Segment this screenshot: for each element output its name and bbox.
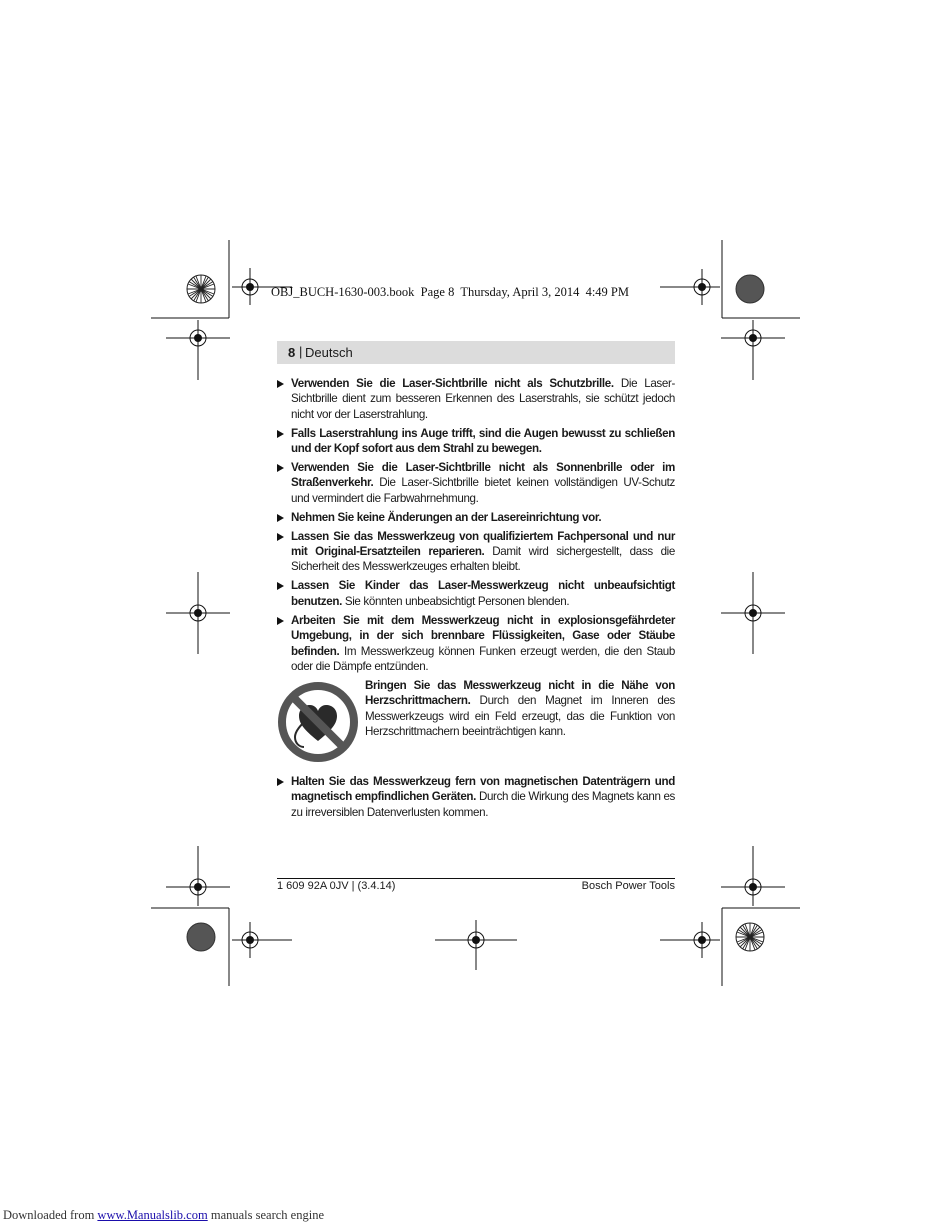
pacemaker-warning [277,678,675,768]
item-bold: Verwenden Sie die Laser-Sichtbrille nicht als Sonnenbrille oder im Straßenverkehr. [291,461,675,490]
item-text: Durch die Wirkung des Magnets kann es zu irreversiblen Datenverlusten kommen. [291,790,675,819]
download-suffix: manuals search engine [207,1208,324,1222]
page-number: 8 [288,345,296,360]
section-language: Deutsch [305,345,353,360]
item-bold: Verwenden Sie die Laser-Sichtbrille nicht als Schutzbrille. [291,377,614,390]
download-notice [3,1208,324,1223]
item-bold: Nehmen Sie keine Änderungen an der Lasereinrichtung vor. [291,510,602,524]
bullet-arrow-icon [277,617,284,625]
bullet-arrow-icon [277,380,284,388]
page-header-bar [277,341,675,364]
list-item [277,426,675,457]
item-bold: Falls Laserstrahlung ins Auge trifft, sind die Augen bewusst zu schließen und der Kopf sofort aus dem Strahl zu bewegen. [291,426,675,456]
no-pacemaker-icon [277,681,359,763]
list-item [277,510,675,525]
list-item [277,376,675,422]
list-item [277,774,675,820]
pacemaker-text [365,678,675,740]
footer-rule [277,878,675,879]
header-separator: | [299,344,303,359]
pacemaker-body: Durch den Magnet im Inneren des Messwerkzeugs wird ein Feld erzeugt, das die Funktion von Herzschrittmachern beeinträchtigen kann. [365,694,675,739]
item-bold: Arbeiten Sie mit dem Messwerkzeug nicht in explosionsgefährdeter Umgebung, in der sich brennbare Flüssigkeiten, Gase oder Stäube befinden. [291,613,675,658]
item-text: Die Laser-Sichtbrille dient zum besseren Erkennen des Laserstrahls, sie schützt jedoch nicht vor der Laserstrahlung. [291,377,675,421]
footer-brand: Bosch Power Tools [581,880,675,892]
item-text: Die Laser-Sichtbrille bietet keinen vollständigen UV-Schutz und vermindert die Farbwahrnehmung. [291,476,675,505]
item-text: Sie könnten unbeabsichtigt Personen blenden. [341,594,570,608]
download-prefix: Downloaded from [3,1208,98,1222]
pacemaker-bold: Bringen Sie das Messwerkzeug nicht in die Nähe von Herzschrittmachern. [365,678,675,708]
item-bold: Lassen Sie das Messwerkzeug von qualifiziertem Fachpersonal und nur mit Original-Ersatzteilen reparieren. [291,529,675,559]
item-bold: Lassen Sie Kinder das Laser-Messwerkzeug nicht unbeaufsichtigt benutzen. [291,579,675,608]
item-bold: Halten Sie das Messwerkzeug fern von magnetischen Datenträgern und magnetisch empfindlichen Geräten. [291,774,675,804]
footer-doc-number: 1 609 92A 0JV | (3.4.14) [277,880,396,892]
bullet-arrow-icon [277,778,284,786]
list-item [277,613,675,675]
print-info-line: OBJ_BUCH-1630-003.book Page 8 Thursday, April 3, 2014 4:49 PM [271,285,629,299]
list-item [277,460,675,506]
bullet-arrow-icon [277,514,284,522]
safety-instructions [277,376,675,824]
bullet-arrow-icon [277,533,284,541]
list-item [277,578,675,609]
bullet-arrow-icon [277,582,284,590]
manualslib-link[interactable]: www.Manualslib.com [97,1208,208,1222]
item-text: Im Messwerkzeug können Funken erzeugt werden, die den Staub oder die Dämpfe entzünden. [291,644,675,673]
item-text: Damit wird sichergestellt, dass die Sicherheit des Messwerkzeuges erhalten bleibt. [291,545,675,574]
list-item [277,529,675,575]
bullet-arrow-icon [277,464,284,472]
bullet-arrow-icon [277,430,284,438]
